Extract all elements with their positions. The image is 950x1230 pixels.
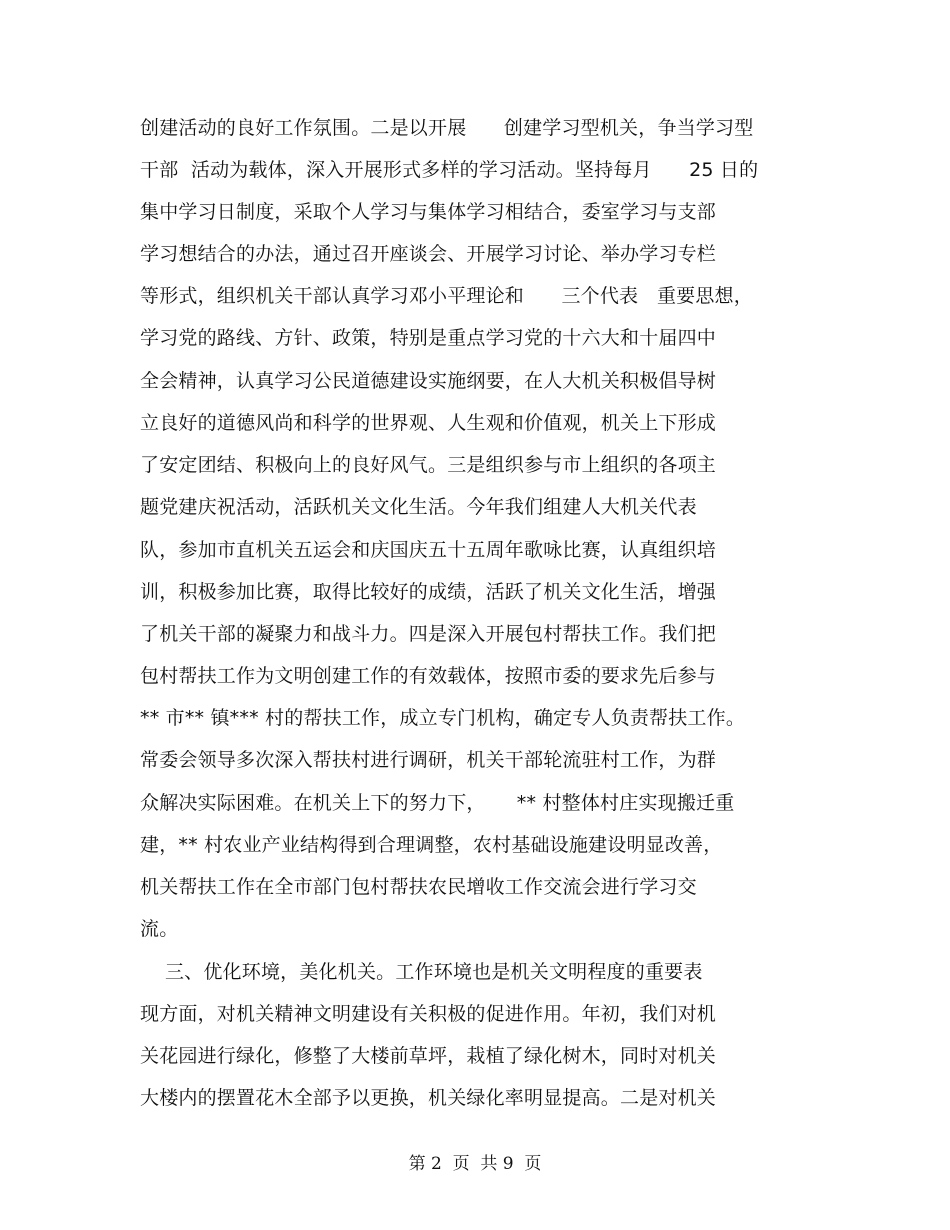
text-line-11: 队，参加市直机关五运会和庆国庆五十五周年歌咏比赛，认真组织培: [140, 539, 717, 561]
text-line-17: 众解决实际困难。在机关上下的努力下， ** 村整体村庄实现搬迁重: [140, 792, 735, 814]
text-line-16: 常委会领导多次深入帮扶村进行调研，机关干部轮流驻村工作，为群: [140, 749, 717, 771]
text-line-10: 题党建庆祝活动，活跃机关文化生活。今年我们组建人大机关代表: [140, 496, 697, 518]
text-line-3: 集中学习日制度，采取个人学习与集体学习相结合，委室学习与支部: [140, 201, 717, 223]
text-line-8: 立良好的道德风尚和科学的世界观、人生观和价值观，机关上下形成: [140, 412, 717, 434]
text-line-2: 干部 活动为载体，深入开展形式多样的学习活动。坚持每月 25 日的: [140, 159, 759, 181]
text-line-13: 了机关干部的凝聚力和战斗力。四是深入开展包村帮扶工作。我们把: [140, 623, 717, 645]
text-line-4: 学习想结合的办法，通过召开座谈会、开展学习讨论、举办学习专栏: [140, 243, 717, 265]
text-line-9: 了安定团结、积极向上的良好风气。三是组织参与市上组织的各项主: [140, 454, 717, 476]
text-line-21: 三、优化环境，美化机关。工作环境也是机关文明程度的重要表: [140, 961, 703, 983]
text-line-24: 大楼内的摆置花木全部予以更换，机关绿化率明显提高。二是对机关: [140, 1087, 717, 1109]
text-line-20: 流。: [140, 918, 179, 940]
text-line-5: 等形式，组织机关干部认真学习邓小平理论和 三个代表 重要思想，: [140, 285, 753, 307]
text-line-6: 学习党的路线、方针、政策，特别是重点学习党的十六大和十届四中: [140, 327, 717, 349]
text-line-18: 建，** 村农业产业结构得到合理调整，农村基础设施建设明显改善，: [140, 834, 723, 856]
page-number-footer: 第 2 页 共 9 页: [408, 1154, 542, 1174]
text-line-12: 训，积极参加比赛，取得比较好的成绩，活跃了机关文化生活，增强: [140, 581, 717, 603]
text-line-7: 全会精神，认真学习公民道德建设实施纲要，在人大机关积极倡导树: [140, 370, 717, 392]
text-line-19: 机关帮扶工作在全市部门包村帮扶农民增收工作交流会进行学习交: [140, 876, 697, 898]
text-line-22: 现方面，对机关精神文明建设有关积极的促进作用。年初，我们对机: [140, 1003, 717, 1025]
text-line-23: 关花园进行绿化，修整了大楼前草坪，栽植了绿化树木，同时对机关: [140, 1045, 717, 1067]
text-line-14: 包村帮扶工作为文明创建工作的有效载体，按照市委的要求先后参与: [140, 665, 717, 687]
text-line-1: 创建活动的良好工作氛围。二是以开展 创建学习型机关，争当学习型: [140, 117, 754, 139]
text-line-15: ** 市** 镇*** 村的帮扶工作，成立专门机构，确定专人负责帮扶工作。: [140, 707, 746, 729]
